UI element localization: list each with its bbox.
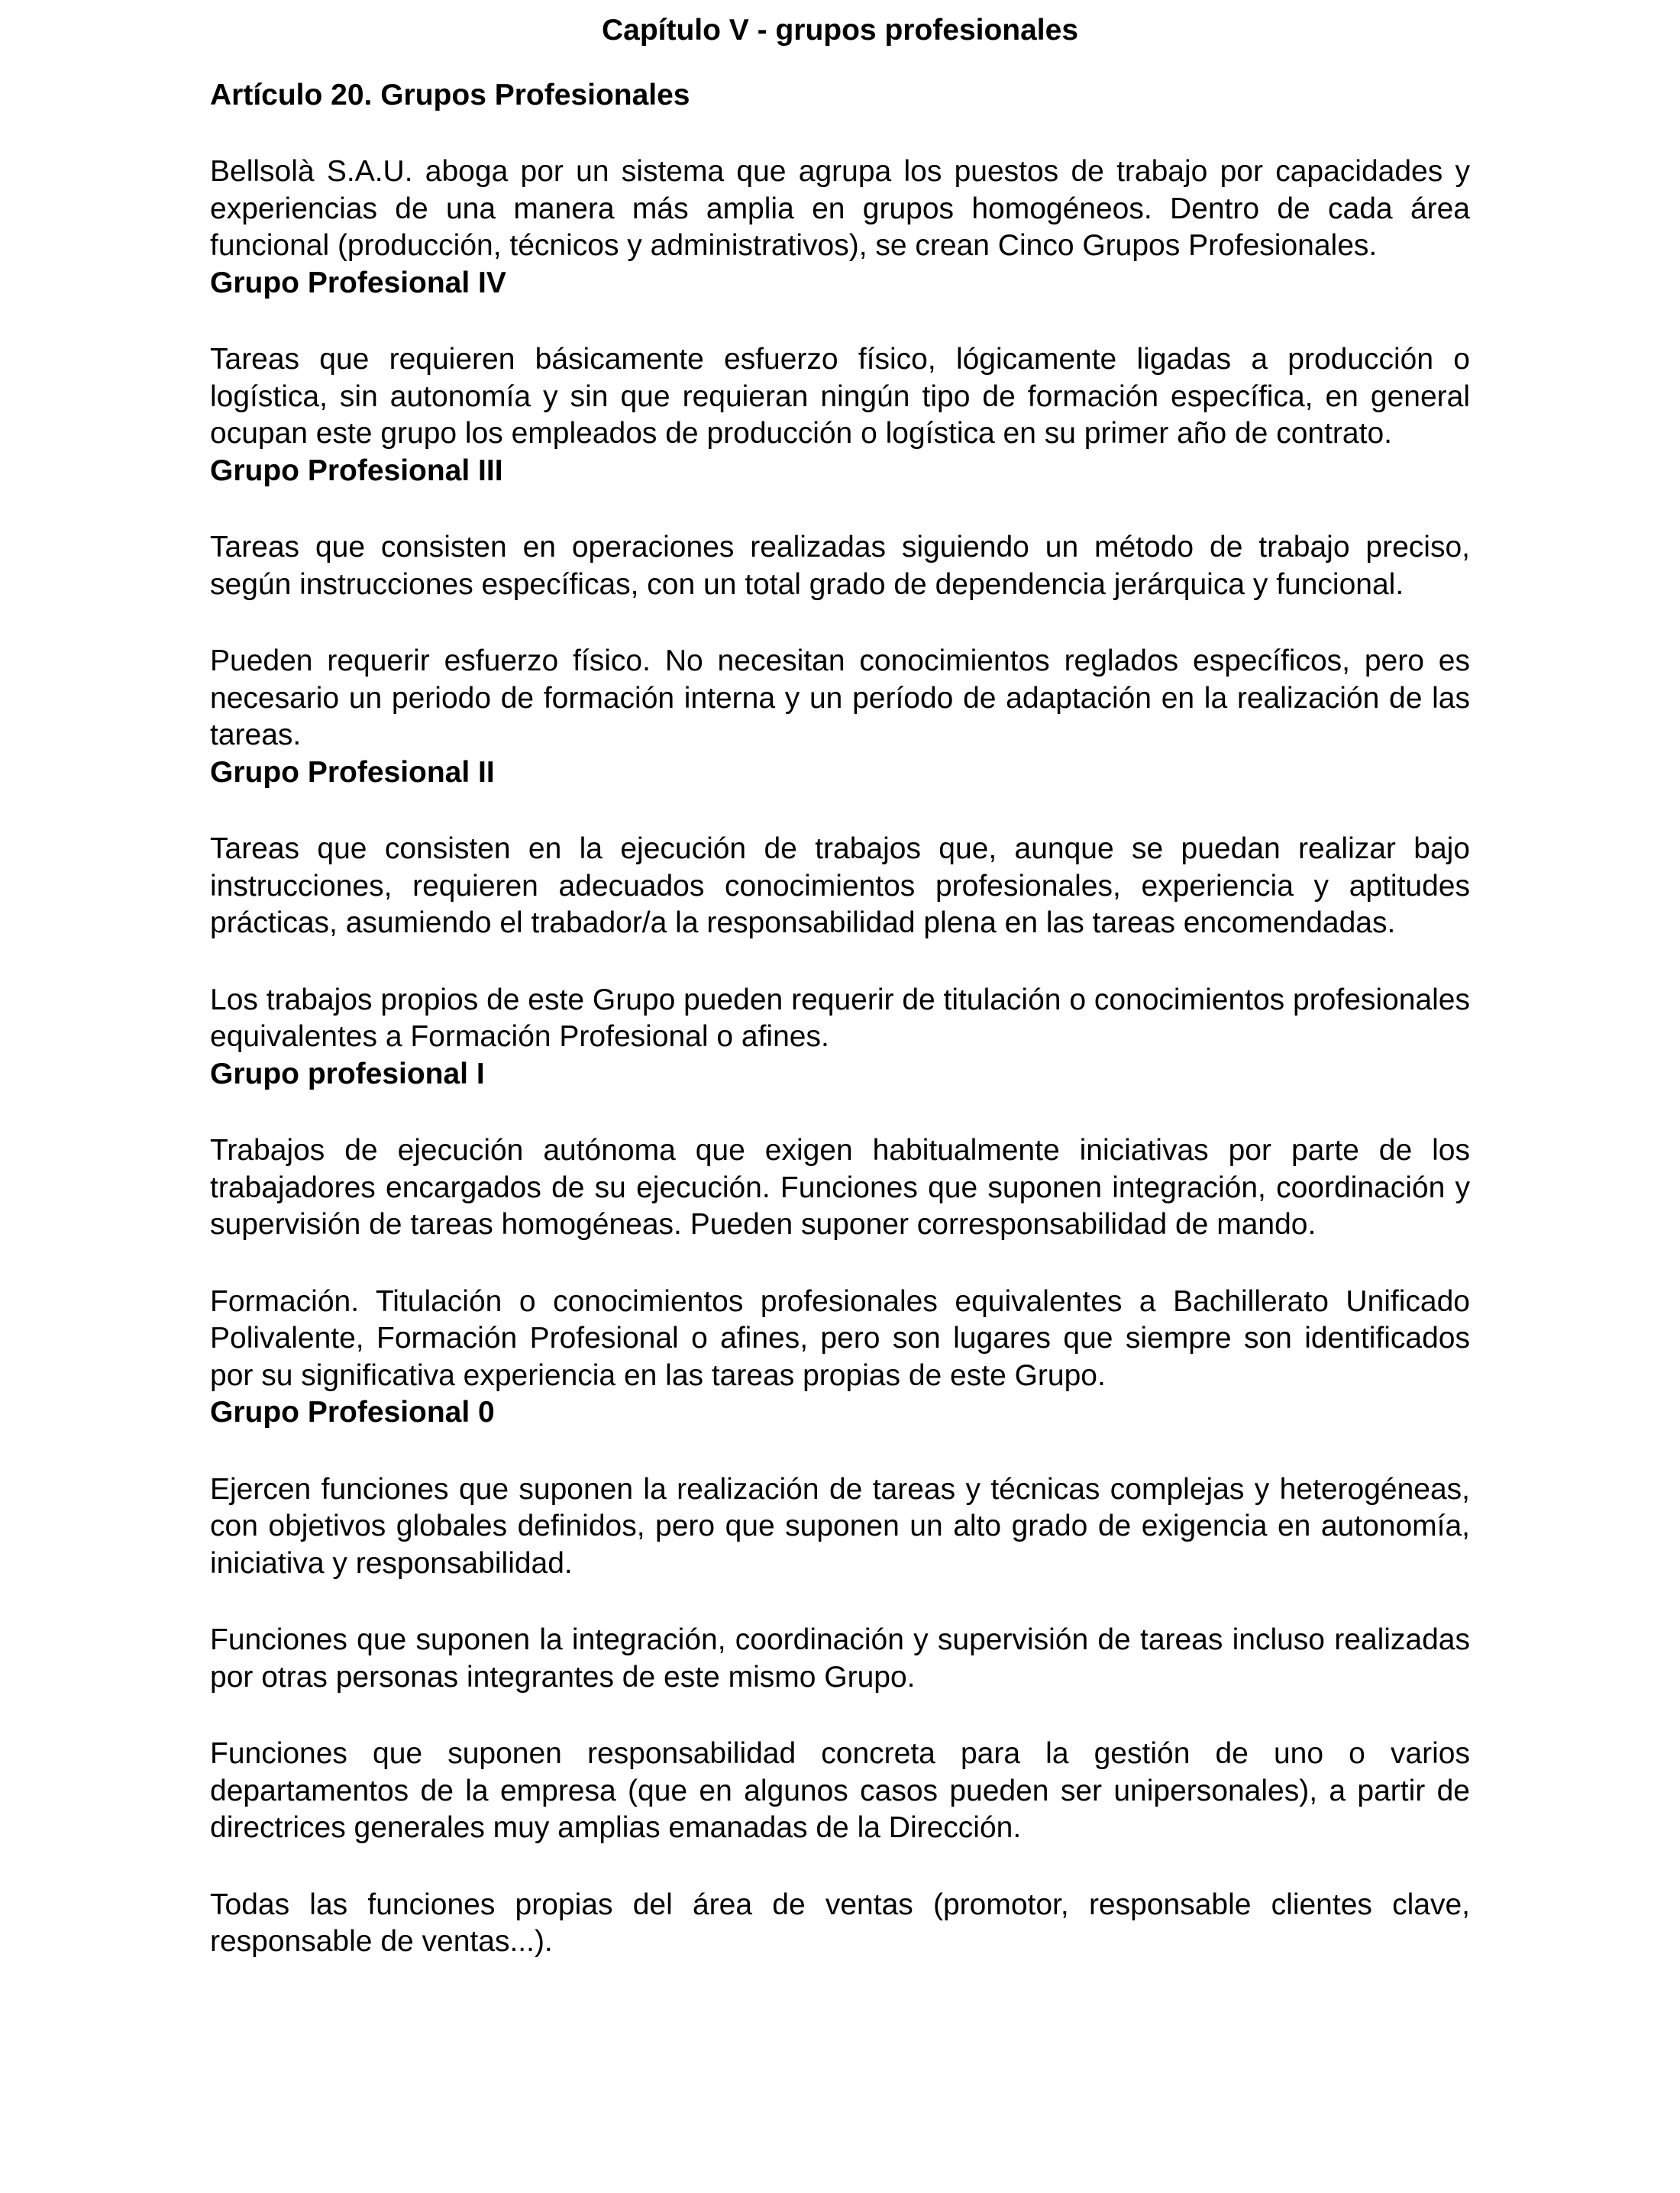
paragraph-grupo-i-2: Formación. Titulación o conocimientos profesionales equivalentes a Bachillerato Unificado Polivalente, Formación Profesional o afines, pero son lugares que siempre son identificados por su significativa experiencia en las tareas propias de este Grupo.	[210, 1284, 1470, 1392]
section-heading-grupo-ii: Grupo Profesional II	[210, 755, 495, 789]
section-grupo-profesional-0	[210, 1394, 1470, 1961]
section-grupo-profesional-iv	[210, 265, 1470, 453]
section-heading-grupo-0: Grupo Profesional 0	[210, 1396, 495, 1429]
paragraph-grupo-ii-1: Tareas que consisten en la ejecución de trabajos que, aunque se puedan realizar bajo instrucciones, requieren adecuados conocimientos profesionales, experiencia y aptitudes prácticas, asumiendo el trabador/a la responsabilidad plena en las tareas encomendadas.	[210, 832, 1470, 939]
section-grupo-profesional-iii	[210, 453, 1470, 754]
chapter-title: Capítulo V - grupos profesionales	[601, 14, 1079, 47]
paragraph-grupo-0-3: Funciones que suponen responsabilidad concreta para la gestión de uno o varios departamentos de la empresa (que en algunos casos pueden ser unipersonales), a partir de directrices generales muy amplias emanadas de la Dirección.	[210, 1737, 1470, 1844]
paragraph-grupo-ii-2: Los trabajos propios de este Grupo pueden requerir de titulación o conocimientos profesionales equivalentes a Formación Profesional o afines.	[210, 983, 1470, 1053]
paragraph-grupo-iii-2: Pueden requerir esfuerzo físico. No necesitan conocimientos reglados específicos, pero es necesario un periodo de formación interna y un período de adaptación en la realización de las tareas.	[210, 644, 1470, 751]
paragraph-grupo-0-1: Ejercen funciones que suponen la realización de tareas y técnicas complejas y heterogéneas, con objetivos globales definidos, pero que suponen un alto grado de exigencia en autonomía, iniciativa y responsabilidad.	[210, 1472, 1470, 1580]
paragraph-grupo-i-1: Trabajos de ejecución autónoma que exigen habitualmente iniciativas por parte de los trabajadores encargados de su ejecución. Funciones que suponen integración, coordinación y supervisión de tareas homogéneas. Pueden suponer corresponsabilidad de mando.	[210, 1134, 1470, 1241]
paragraph-grupo-0-4: Todas las funciones propias del área de ventas (promotor, responsable clientes clave, responsable de ventas...).	[210, 1888, 1470, 1958]
section-heading-grupo-i: Grupo profesional I	[210, 1057, 485, 1090]
paragraph-grupo-iv-1: Tareas que requieren básicamente esfuerzo físico, lógicamente ligadas a producción o logística, sin autonomía y sin que requieran ningún tipo de formación específica, en general ocupan este grupo los empleados de producción o logística en su primer año de contrato.	[210, 343, 1470, 450]
section-heading-articulo-20: Artículo 20. Grupos Profesionales	[210, 78, 690, 111]
section-heading-grupo-iii: Grupo Profesional III	[210, 454, 503, 487]
section-heading-grupo-iv: Grupo Profesional IV	[210, 266, 506, 299]
paragraph-grupo-0-2: Funciones que suponen la integración, coordinación y supervisión de tareas incluso realizadas por otras personas integrantes de este mismo Grupo.	[210, 1623, 1470, 1694]
paragraph-grupo-iii-1: Tareas que consisten en operaciones realizadas siguiendo un método de trabajo preciso, según instrucciones específicas, con un total grado de dependencia jerárquica y funcional.	[210, 531, 1470, 601]
section-articulo-20	[210, 77, 1470, 265]
paragraph-intro: Bellsolà S.A.U. aboga por un sistema que agrupa los puestos de trabajo por capacidades y experiencias de una manera más amplia en grupos homogéneos. Dentro de cada área funcional (producción, técnicos y administrativos), se crean Cinco Grupos Profesionales.	[210, 155, 1470, 262]
section-grupo-profesional-ii	[210, 754, 1470, 1056]
section-grupo-profesional-i	[210, 1056, 1470, 1395]
